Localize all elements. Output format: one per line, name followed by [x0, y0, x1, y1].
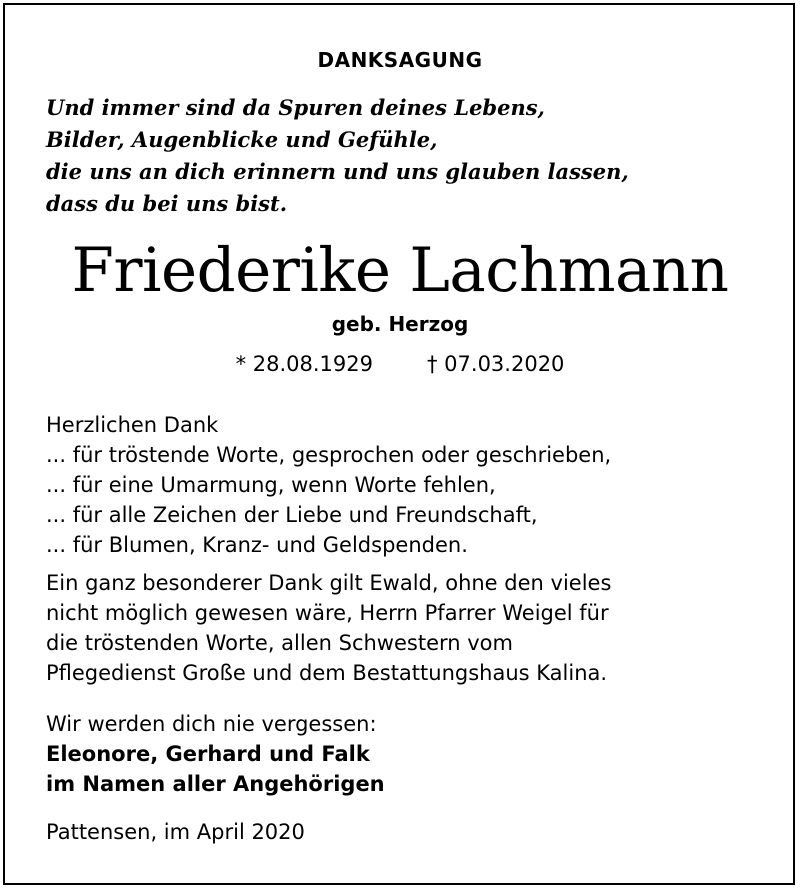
life-dates: [0, 352, 800, 376]
special-thanks-line: nicht möglich gewesen wäre, Herrn Pfarrer Weigel für: [46, 601, 609, 625]
birth-date: * 28.08.1929: [235, 352, 373, 376]
death-date: † 07.03.2020: [427, 352, 565, 376]
special-thanks-line: Pflegedienst Große und dem Bestattungshaus Kalina.: [46, 661, 608, 685]
thanks-line: ... für eine Umarmung, wenn Worte fehlen,: [46, 473, 496, 497]
poem-line: Und immer sind da Spuren deines Lebens,: [46, 95, 545, 120]
poem-line: die uns an dich erinnern und uns glauben lassen,: [46, 159, 629, 184]
thanks-intro: Herzlichen Dank: [46, 413, 219, 437]
closing-line: Wir werden dich nie vergessen:: [46, 712, 377, 736]
poem-line: dass du bei uns bist.: [46, 191, 288, 216]
special-thanks: [46, 568, 766, 688]
signatory-line: im Namen aller Angehörigen: [46, 772, 385, 796]
closing-block: [46, 709, 766, 799]
signatory-line: Eleonore, Gerhard und Falk: [46, 742, 370, 766]
thanks-block: [46, 410, 766, 560]
poem: [46, 92, 766, 220]
thanks-line: ... für tröstende Worte, gesprochen oder geschrieben,: [46, 443, 612, 467]
special-thanks-line: die tröstenden Worte, allen Schwestern vom: [46, 631, 513, 655]
maiden-name: geb. Herzog: [331, 312, 469, 336]
notice-heading: DANKSAGUNG: [317, 48, 483, 72]
thanks-line: ... für alle Zeichen der Liebe und Freundschaft,: [46, 503, 538, 527]
special-thanks-line: Ein ganz besonderer Dank gilt Ewald, ohne den vieles: [46, 571, 612, 595]
poem-line: Bilder, Augenblicke und Gefühle,: [46, 127, 438, 152]
deceased-name: Friederike Lachmann: [71, 235, 729, 306]
place-date: Pattensen, im April 2020: [46, 820, 305, 844]
thanks-line: ... für Blumen, Kranz- und Geldspenden.: [46, 533, 468, 557]
